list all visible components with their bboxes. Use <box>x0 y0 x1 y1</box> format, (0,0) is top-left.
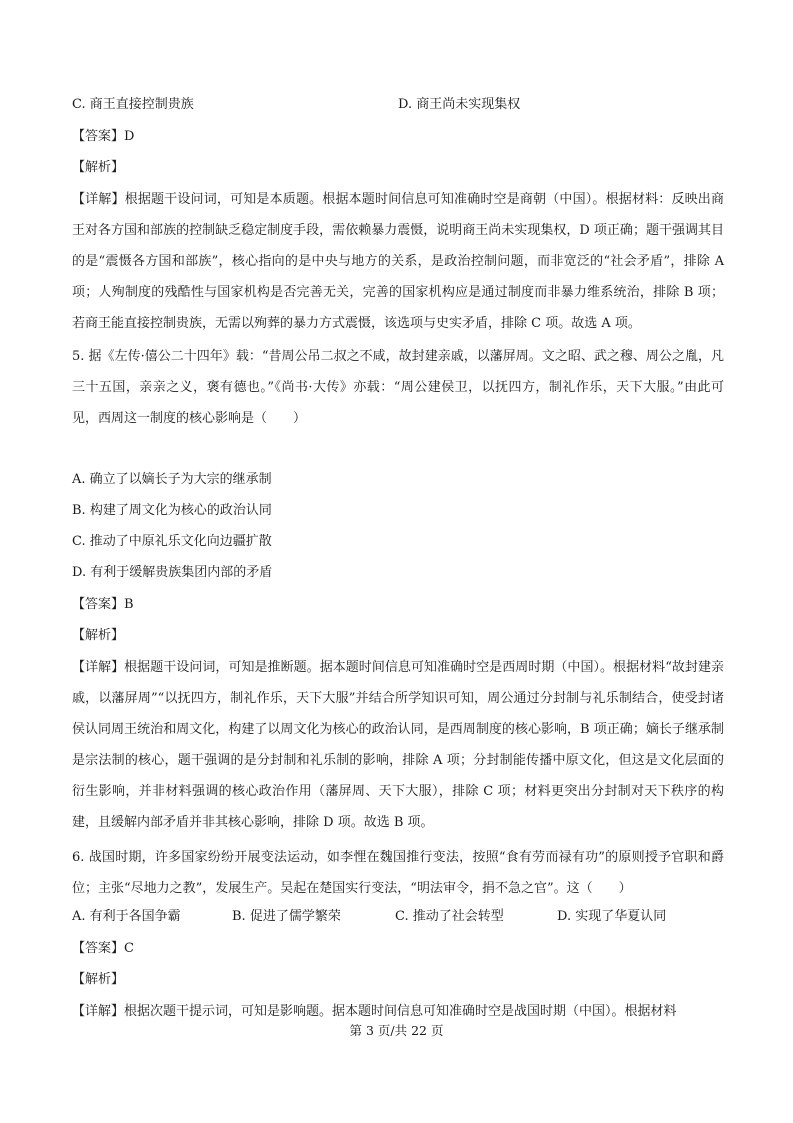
q4-option-d: D. 商王尚未实现集权 <box>398 97 521 112</box>
q5-detail: 【详解】根据题干设问词，可知是推断题。据本题时间信息可知准确时空是西周时期（中国）。根据材料“故封建亲戚，以藩屏周”“以抚四方，制礼作乐，天下大服”并结合所学知识可知，周公通过分封制与礼乐制结合，使受封诸侯认同周王统治和周文化，构建了以周文化为核心的政治认同，是西周制度的核心影响，B 项正确；嫡长子继承制是宗法制的核心，题干强调的是分封制和礼乐制的影响，排除 A 项；分封制能传播中原文化，但这是文化层面的衍生影响，并非材料强调的核心政治作用（藩屏周、天下大服），排除 C 项；材料更突出分封制对天下秩序的构建，且缓解内部矛盾并非其核心影响，排除 D 项。故选 B 项。 <box>72 660 724 830</box>
q6-option-a: A. 有利于各国争霸 <box>72 909 181 924</box>
q4-option-c: C. 商王直接控制贵族 <box>72 97 194 112</box>
q4-answer: 【答案】D <box>72 129 135 144</box>
q4-detail: 【详解】根据题干设问词，可知是本质题。根据本题时间信息可知准确时空是商朝（中国）。根据材料：反映出商王对各方国和部族的控制缺乏稳定制度手段，需依赖暴力震慑，说明商王尚未实现集权，D 项正确；题干强调其目的是“震慑各方国和部族”，核心指向的是中央与地方的关系，是政治控制问题，而非宽泛的“社会矛盾”，排除 A 项；人殉制度的残酷性与国家机构是否完善无关，完善的国家机构应是通过制度而非暴力维系统治，排除 B 项；若商王能直接控制贵族，无需以殉葬的暴力方式震慑，该选项与史实矛盾，排除 C 项。故选 A 项。 <box>72 192 724 331</box>
page-footer: 第 3 页/共 22 页 <box>349 1023 444 1038</box>
q6-option-d: D. 实现了华夏认同 <box>557 909 667 924</box>
q6-analysis-label: 【解析】 <box>72 972 125 987</box>
q6-stem: 6. 战国时期，许多国家纷纷开展变法运动，如李悝在魏国推行变法，按照“食有劳而禄有功”的原则授予官职和爵位；主张“尽地力之教”，发展生产。吴起在楚国实行变法，“明法审令，捐不急之官”。这（ ） <box>72 850 724 896</box>
q5-option-a: A. 确立了以嫡长子为大宗的继承制 <box>72 472 272 487</box>
q6-option-c: C. 推动了社会转型 <box>395 909 504 924</box>
q6-answer: 【答案】C <box>72 941 134 956</box>
q5-option-d: D. 有利于缓解贵族集团内部的矛盾 <box>72 565 273 580</box>
q4-analysis-label: 【解析】 <box>72 160 125 175</box>
q5-stem: 5. 据《左传·僖公二十四年》载：“昔周公吊二叔之不咸，故封建亲戚，以藩屏周。文之昭、武之穆、周公之胤，凡三十五国，亲亲之义，褒有德也。”《尚书·大传》亦载：“周公建侯卫，以抚四方，制礼作乐，天下大服。”由此可见，西周这一制度的核心影响是（ ） <box>72 349 724 426</box>
q6-option-b: B. 促进了儒学繁荣 <box>232 909 341 924</box>
q5-answer: 【答案】B <box>72 597 134 612</box>
q5-option-b: B. 构建了周文化为核心的政治认同 <box>72 503 272 518</box>
q5-option-c: C. 推动了中原礼乐文化向边疆扩散 <box>72 534 272 549</box>
q5-analysis-label: 【解析】 <box>72 628 125 643</box>
q6-detail-start: 【详解】根据次题干提示词，可知是影响题。据本题时间信息可知准确时空是战国时期（中国）。根据材料 <box>72 1004 677 1019</box>
